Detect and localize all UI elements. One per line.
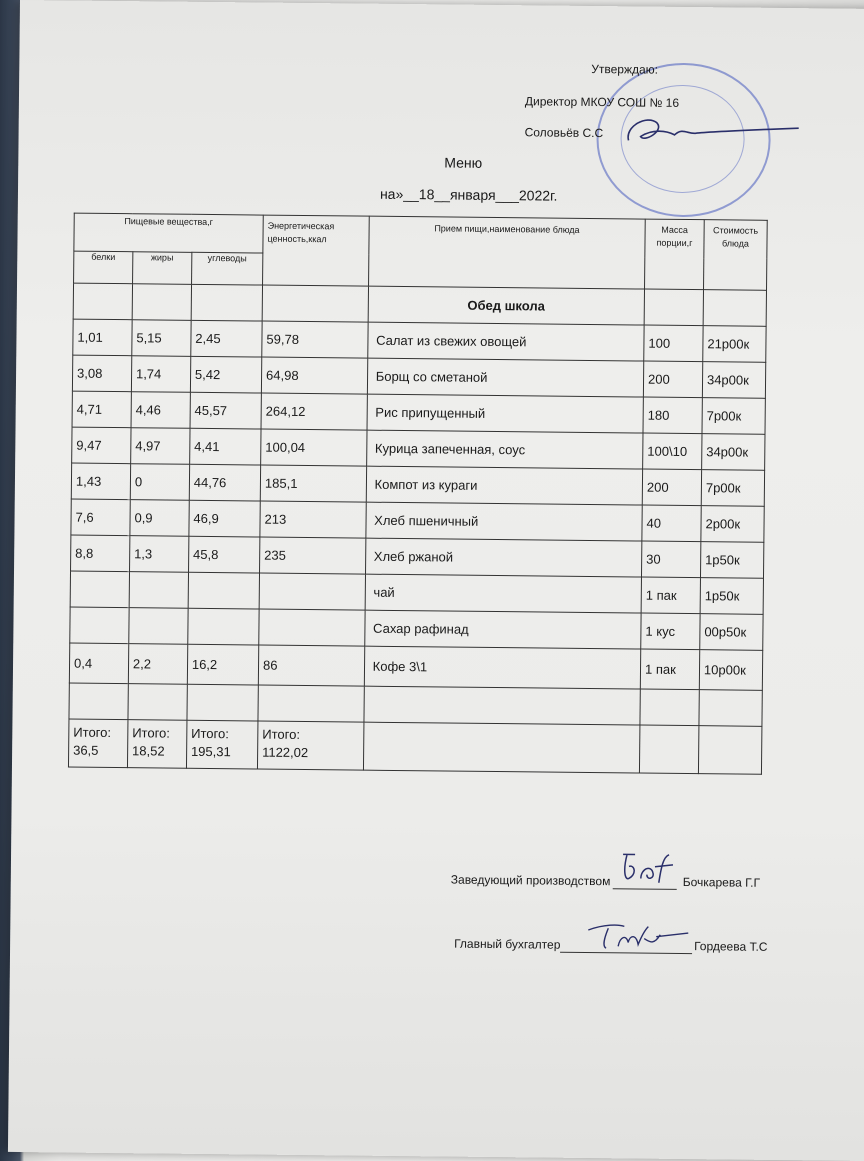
director-line: Директор МКОУ СОШ № 16 <box>524 94 680 110</box>
cell-fats <box>128 684 187 721</box>
cell-energy: 185,1 <box>260 465 366 502</box>
accountant-label: Главный бухгалтер <box>454 936 561 952</box>
header-meal: Прием пищи,наименование блюда <box>368 216 645 289</box>
cell-dish-name: Салат из свежих овощей <box>367 322 644 361</box>
cell-fats: 1,74 <box>131 356 190 393</box>
production-signature-icon <box>617 848 677 889</box>
cell-mass: 200 <box>643 361 702 398</box>
cell-fats: 0,9 <box>130 500 189 537</box>
cell-proteins: 0,4 <box>69 643 128 684</box>
document-sheet <box>8 0 864 1161</box>
cell-cost: 34р00к <box>702 434 765 471</box>
accountant-signature-icon <box>584 920 694 955</box>
cell-proteins: 9,47 <box>72 427 131 464</box>
cell-mass: 100 <box>644 325 703 362</box>
cell-carbs: 45,57 <box>190 392 262 429</box>
cell-energy <box>259 573 365 610</box>
cell-dish-name: Рис припущенный <box>367 394 644 433</box>
cell-energy: 264,12 <box>261 393 367 430</box>
cell-energy: 235 <box>259 537 365 574</box>
cell-fats: 1,3 <box>129 536 188 573</box>
cell-mass: 40 <box>642 505 701 542</box>
cell-cost: 7р00к <box>701 470 764 507</box>
cell-mass: 180 <box>643 397 702 434</box>
header-cost: Стоимость блюда <box>703 220 767 291</box>
cell-cost: 2р00к <box>701 506 764 543</box>
production-label: Заведующий производством <box>450 872 611 889</box>
cell-carbs: 16,2 <box>187 644 259 685</box>
cell-carbs: 44,76 <box>189 464 261 501</box>
cell-proteins: 1,01 <box>73 319 132 356</box>
cell-energy <box>258 685 364 722</box>
cell-dish-name: Хлеб ржаной <box>365 538 642 577</box>
header-proteins: белки <box>74 251 133 284</box>
cell-proteins: 8,8 <box>71 535 130 572</box>
cell-proteins <box>70 607 129 644</box>
cell-fats <box>129 572 188 609</box>
cell-dish-name: Хлеб пшеничный <box>366 502 643 541</box>
cell-cost: 10р00к <box>699 650 762 691</box>
total-fats: Итого: 18,52 <box>127 720 186 769</box>
cell-proteins <box>69 683 128 720</box>
cell-carbs: 5,42 <box>190 356 262 393</box>
header-mass: Масса порции,г <box>645 219 705 290</box>
header-nutrients: Пищевые вещества,г <box>74 213 263 253</box>
cell-proteins: 1,43 <box>71 463 130 500</box>
cell-dish-name: Кофе 3\1 <box>364 646 641 689</box>
cell-carbs: 45,8 <box>188 536 260 573</box>
cell-fats: 4,97 <box>131 428 190 465</box>
total-proteins: Итого: 36,5 <box>68 719 127 768</box>
cell-cost: 34р00к <box>702 362 765 399</box>
director-name: Соловьёв С.С <box>524 125 604 141</box>
cell-carbs <box>188 608 260 645</box>
cell-mass: 1 кус <box>641 613 700 650</box>
menu-table <box>68 213 768 775</box>
cell-energy: 86 <box>258 645 364 686</box>
cell-cost: 1р50к <box>700 542 763 579</box>
cell-mass: 1 пак <box>640 649 699 690</box>
cell-fats: 4,46 <box>131 392 190 429</box>
cell-mass: 100\10 <box>643 433 702 470</box>
cell-dish-name: Борщ со сметаной <box>367 358 644 397</box>
cell-proteins: 3,08 <box>72 355 131 392</box>
section-title: Обед школа <box>368 286 645 325</box>
director-signature-icon <box>616 108 807 160</box>
approve-label: Утверждаю: <box>591 61 659 77</box>
header-fats: жиры <box>132 252 191 285</box>
cell-dish-name: чай <box>365 574 642 613</box>
cell-dish-name <box>364 686 641 725</box>
cell-energy: 59,78 <box>262 321 368 358</box>
header-energy: Энергетическая ценность,ккал <box>263 215 369 286</box>
cell-proteins: 4,71 <box>72 391 131 428</box>
cell-carbs <box>188 572 260 609</box>
cell-mass <box>640 689 699 726</box>
cell-fats: 2,2 <box>128 644 187 685</box>
cell-proteins: 7,6 <box>71 499 130 536</box>
cell-carbs: 46,9 <box>189 500 261 537</box>
cell-carbs: 4,41 <box>189 428 261 465</box>
accountant-name: Гордеева Т.С <box>694 939 768 954</box>
cell-cost: 21р00к <box>703 326 766 363</box>
total-energy: Итого: 1122,02 <box>257 721 363 770</box>
cell-energy: 100,04 <box>261 429 367 466</box>
production-name: Бочкарева Г.Г <box>682 874 761 890</box>
cell-fats: 0 <box>130 464 189 501</box>
cell-energy: 64,98 <box>261 357 367 394</box>
cell-carbs: 2,45 <box>191 320 263 357</box>
cell-mass: 200 <box>642 469 701 506</box>
cell-cost: 7р00к <box>702 398 765 435</box>
cell-mass: 1 пак <box>641 577 700 614</box>
cell-dish-name: Курица запеченная, соус <box>366 430 643 469</box>
page-title: Меню <box>444 154 483 171</box>
cell-carbs <box>187 684 259 721</box>
totals-row <box>68 719 761 774</box>
cell-cost <box>699 690 762 727</box>
cell-energy: 213 <box>260 501 366 538</box>
cell-fats <box>129 608 188 645</box>
date-line: на»__18__января___2022г. <box>379 185 558 204</box>
cell-dish-name: Компот из кураги <box>366 466 643 505</box>
cell-mass: 30 <box>642 541 701 578</box>
cell-cost: 1р50к <box>700 578 763 615</box>
header-carbs: углеводы <box>191 252 262 285</box>
cell-dish-name: Сахар рафинад <box>364 610 641 649</box>
cell-energy <box>259 609 365 646</box>
cell-proteins <box>70 571 129 608</box>
cell-fats: 5,15 <box>132 320 191 357</box>
total-carbs: Итого: 195,31 <box>186 720 258 769</box>
cell-cost: 00р50к <box>700 614 763 651</box>
